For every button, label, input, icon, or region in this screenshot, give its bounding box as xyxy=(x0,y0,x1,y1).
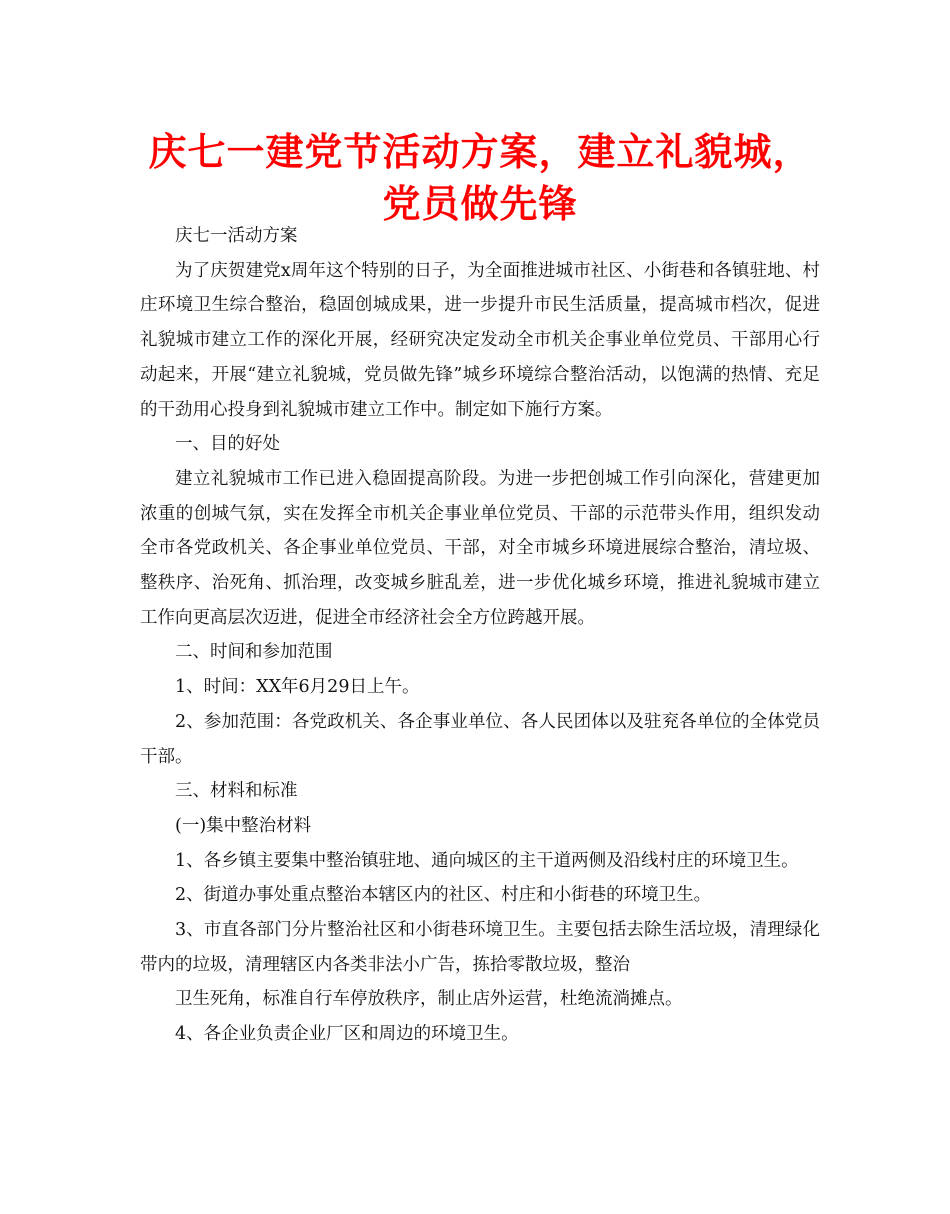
list-item: 2、街道办事处重点整治本辖区内的社区、村庄和小街巷的环境卫生。 xyxy=(175,885,712,906)
intro-paragraph: 为了庆贺建党x周年这个特别的日子，为全面推进城市社区、小街巷和各镇驻地、村庄环境卫生综合整治，稳固创城成果，进一步提升市民生活质量，提高城市档次，促进礼貌城市建立工作的深化开展，经研究决定发动全市机关企事业单位党员、干部用心行动起来，开展“建立礼貌城，党员做先锋”城乡环境综合整治活动，以饱满的热情、充足的干劲用心投身到礼貌城市建立工作中。制定如下施行方案。 xyxy=(140,260,820,420)
document-title: 庆七一建党节活动方案，建立礼貌城，党员做先锋 xyxy=(148,130,812,226)
time-item: 1、时间：XX年6月29日上午。 xyxy=(175,677,420,698)
list-item-continuation: 卫生死角，标准自行车停放秩序，制止店外运营，杜绝流淌摊点。 xyxy=(175,989,683,1010)
section-heading-purpose: 一、目的好处 xyxy=(175,434,280,455)
section-heading-time-scope: 二、时间和参加范围 xyxy=(175,642,333,663)
plan-heading: 庆七一活动方案 xyxy=(175,226,298,246)
scope-item: 2、参加范围：各党政机关、各企事业单位、各人民团体以及驻兖各单位的全体党员干部。 xyxy=(140,711,820,767)
list-item: 4、各企业负责企业厂区和周边的环境卫生。 xyxy=(175,1024,519,1045)
document-body xyxy=(140,219,820,1052)
section-heading-materials: 三、材料和标准 xyxy=(175,781,298,802)
purpose-paragraph: 建立礼貌城市工作已进入稳固提高阶段。为进一步把创城工作引向深化，营建更加浓重的创城气氛，实在发挥全市机关企事业单位党员、干部的示范带头作用，组织发动全市各党政机关、各企事业单位党员、干部，对全市城乡环境进展综合整治，清垃圾、整秩序、治死角、抓治理，改变城乡脏乱差，进一步优化城乡环境，推进礼貌城市建立工作向更高层次迈进，促进全市经济社会全方位跨越开展。 xyxy=(140,468,820,628)
list-item: 3、市直各部门分片整治社区和小街巷环境卫生。主要包括去除生活垃圾，清理绿化带内的垃圾，清理辖区内各类非法小广告，拣拾零散垃圾，整治 xyxy=(140,920,820,975)
list-item: 1、各乡镇主要集中整治镇驻地、通向城区的主干道两侧及沿线村庄的环境卫生。 xyxy=(175,850,799,871)
subsection-heading: (一)集中整治材料 xyxy=(175,815,312,836)
